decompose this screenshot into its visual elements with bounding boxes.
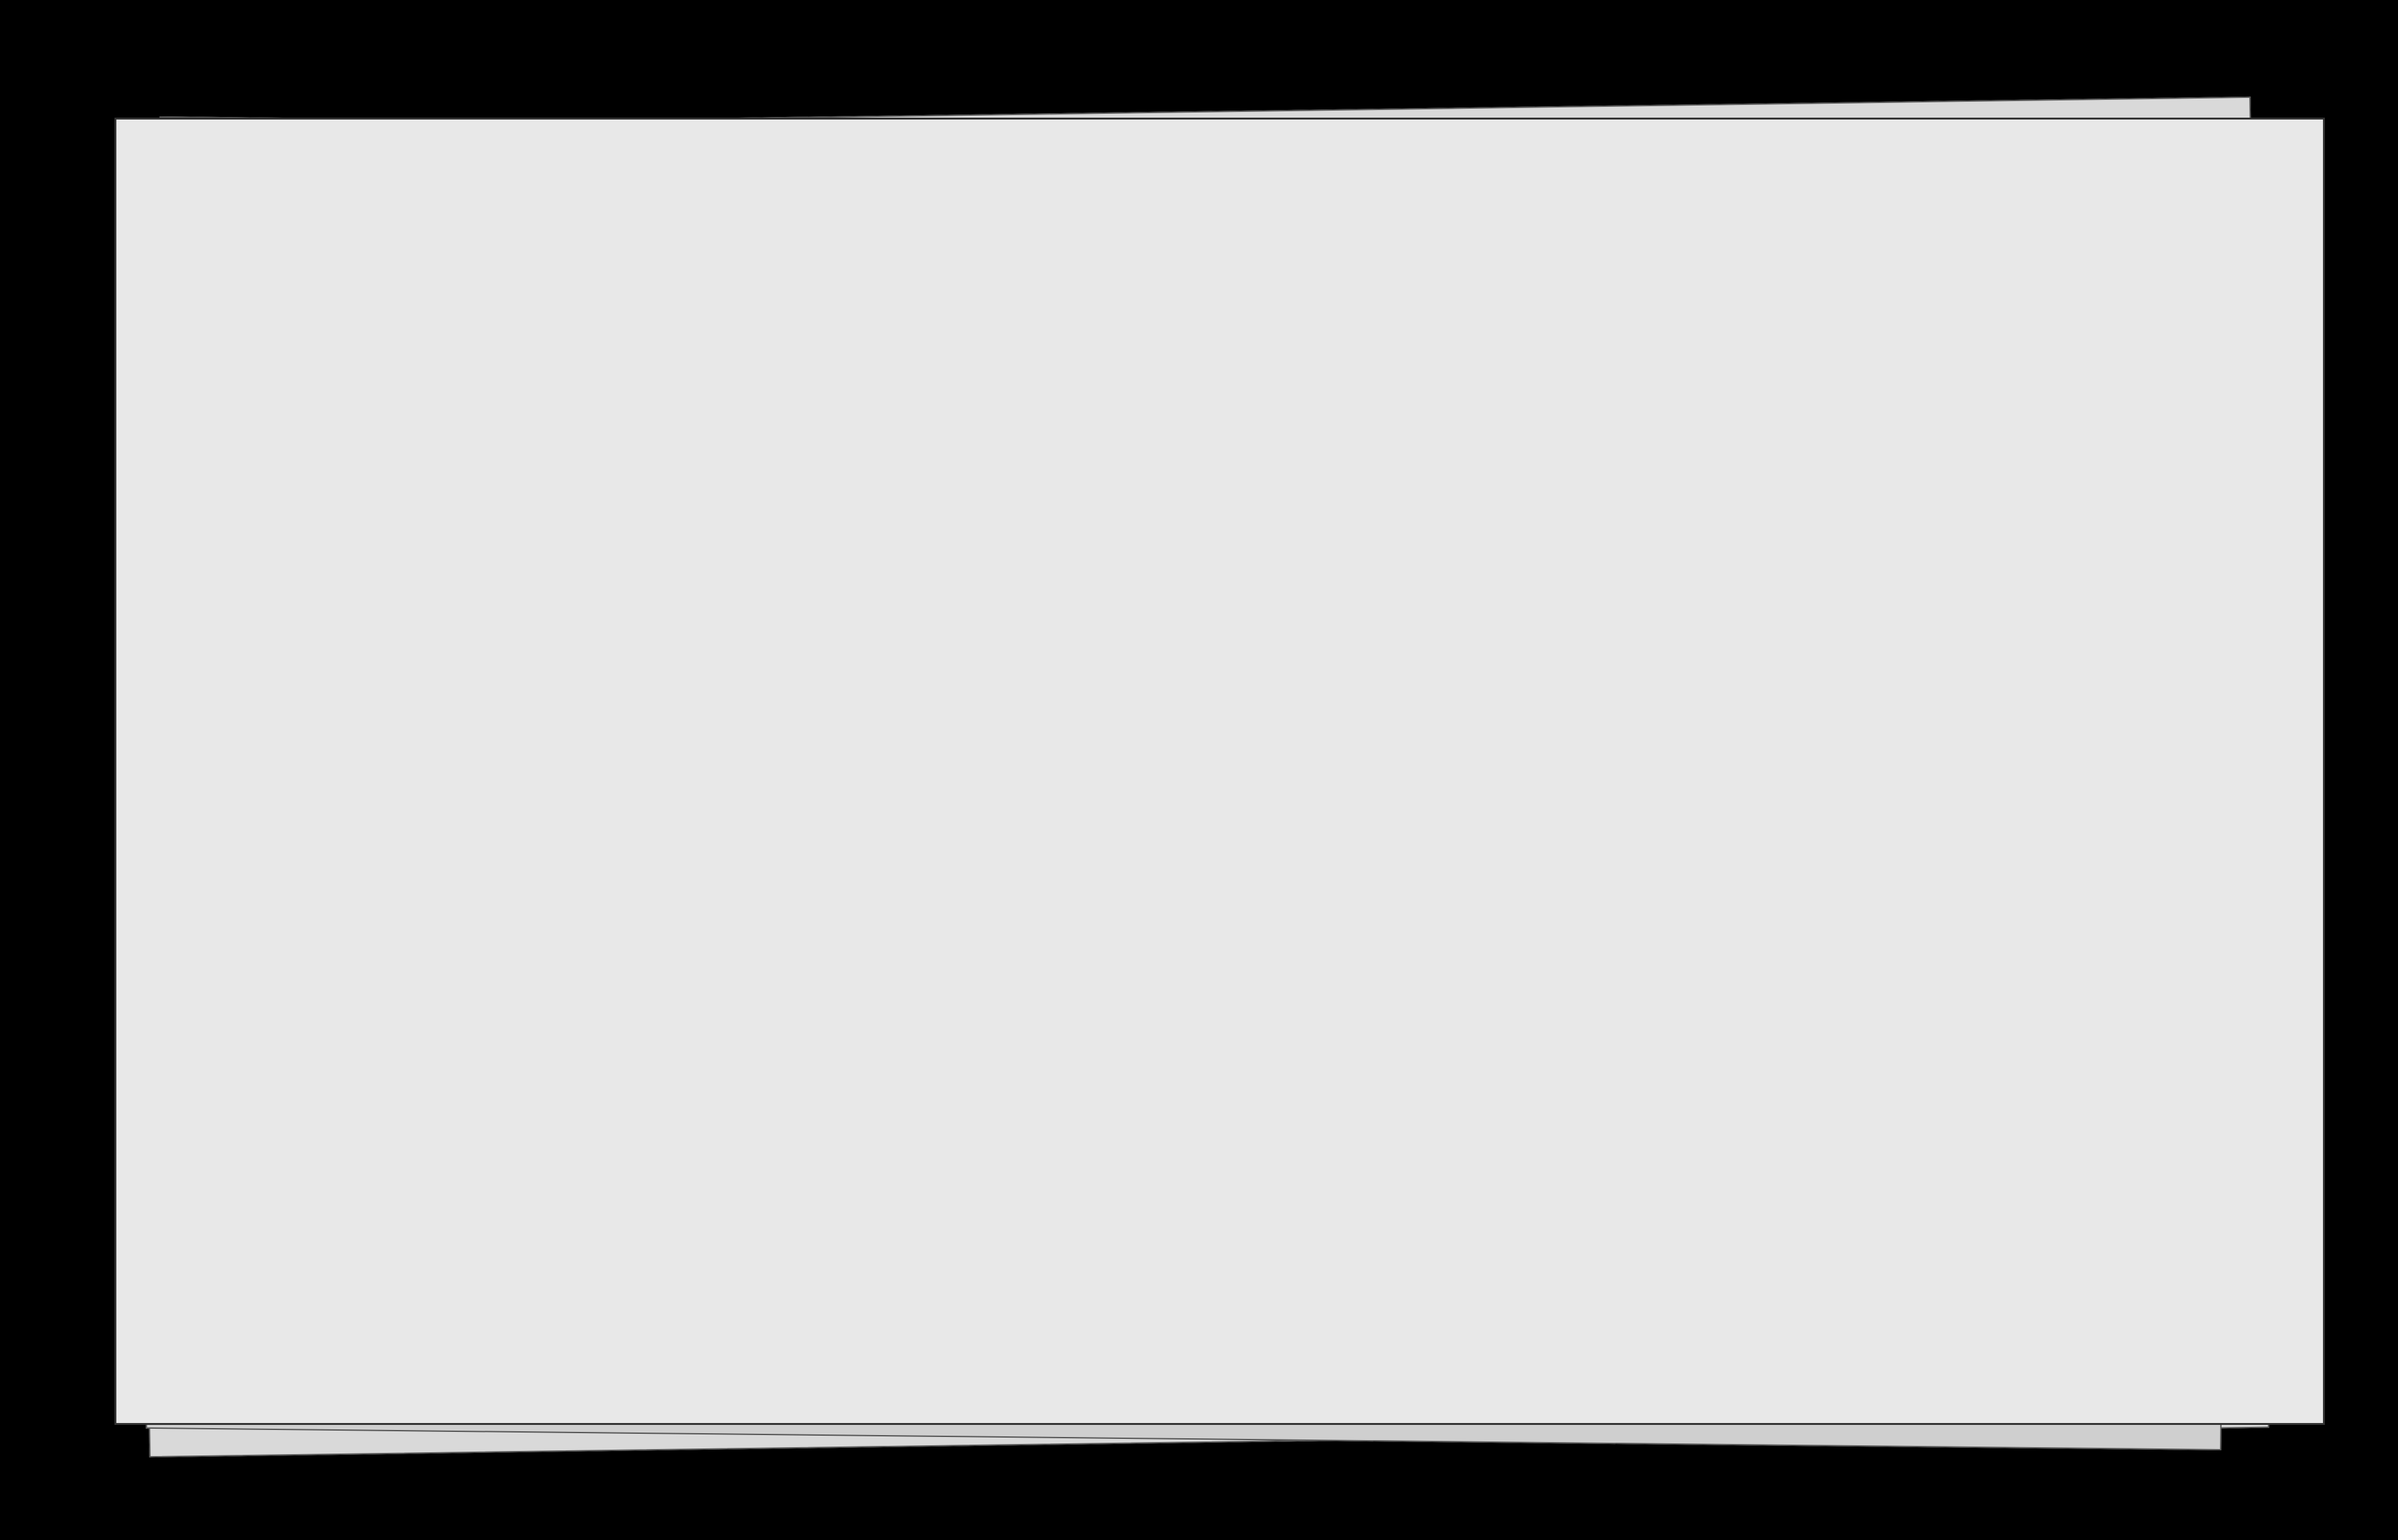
- census-card: [114, 118, 2325, 1425]
